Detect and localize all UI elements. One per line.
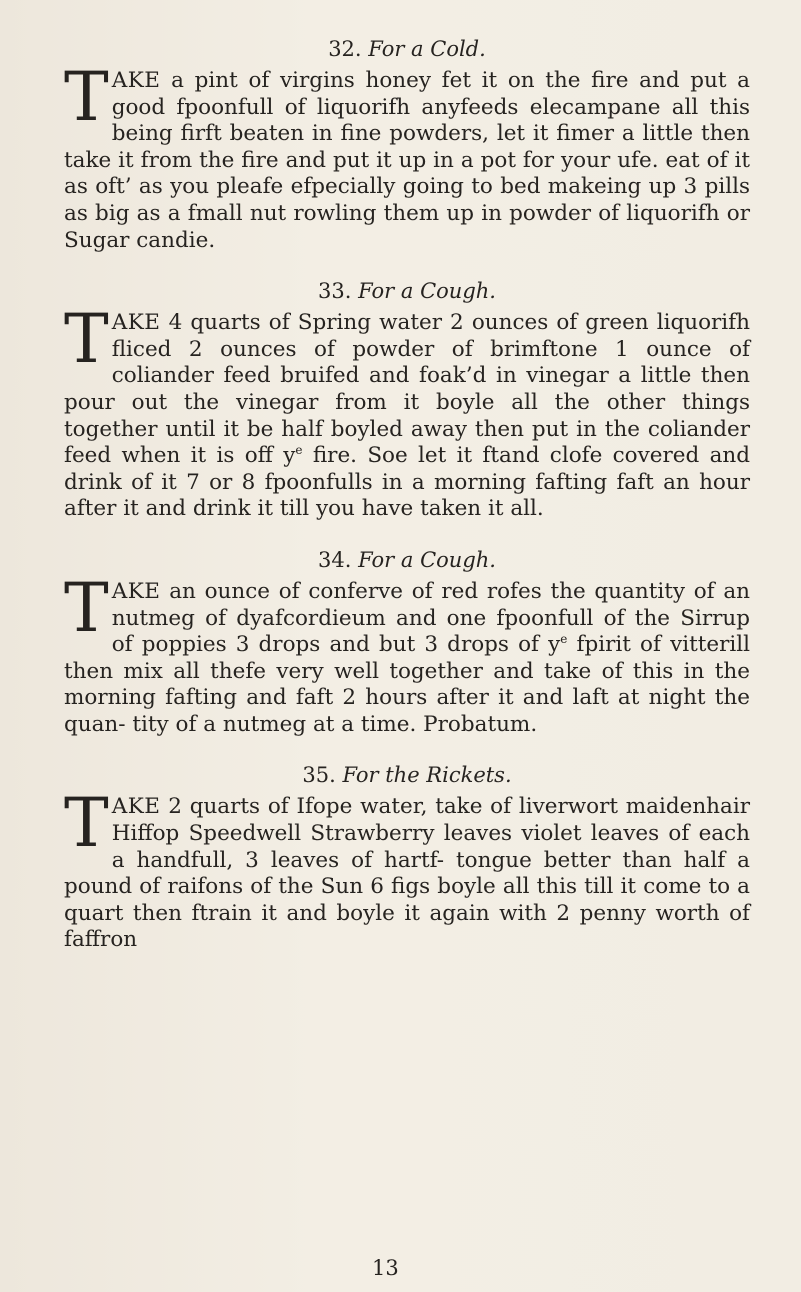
recipe-body: [64, 300, 751, 523]
recipe-number: 34.: [318, 547, 352, 572]
recipe-heading: [64, 545, 750, 575]
superscript: e: [295, 442, 303, 457]
recipe-number: 33.: [318, 279, 352, 304]
text-column: [64, 34, 750, 976]
drop-cap: T: [64, 58, 109, 136]
recipe-text: an ounce of conferve of red rofes the quantity of an nutmeg of dyafcordieum and one fpoonfull of the Sirrup of poppies 3 drops and but 3 drops of y: [111, 578, 750, 658]
lead-word: AKE: [111, 68, 161, 93]
recipe-body: [64, 784, 750, 954]
recipe-body: [64, 58, 750, 254]
drop-cap: T: [64, 300, 109, 379]
lead-word: AKE: [111, 794, 161, 820]
drop-cap: T: [64, 784, 109, 863]
recipe-text-continued: fpirit of vitterill then mix all thefe very well together and take of this in the morning fafting and faft 2 hours after it and laft at night the quan- tity of a nutmeg at a time. Probatum.: [64, 632, 751, 737]
recipe-heading: [64, 276, 750, 306]
recipe-heading: [64, 760, 750, 790]
recipe-title: For a Cough.: [358, 547, 496, 572]
recipe-text: a pint of virgins honey fet it on the fire and put a good fpoonfull of liquorifh anyfeeds elecampane all this being firft beaten in fine powders, let it fimer a little then take it from the fire and put it up in a pot for your ufe. eat of it as oft’ as you pleafe efpecially going to bed makeing up 3 pills as big as a fmall nut rowling them up in powder of liquorifh or Sugar candie.: [64, 68, 750, 253]
recipe-text: 2 quarts of Ifope water, take of liverwort maidenhair Hiffop Speedwell Strawberry leaves violet leaves of each a handfull, 3 leaves of hartf- tongue better than half a pound of raifons of the Sun 6 figs boyle all this till it come to a quart then ftrain it and boyle it again with 2 penny worth of faffron: [64, 794, 750, 953]
recipe-title: For the Rickets.: [342, 763, 512, 788]
signature-mark: 13: [372, 1256, 399, 1280]
lead-word: AKE: [111, 310, 161, 336]
drop-cap: T: [64, 568, 109, 647]
lead-word: AKE: [111, 578, 161, 604]
superscript: e: [560, 631, 568, 646]
recipe-text-continued: fire. Soe let it ftand clofe covered and drink of it 7 or 8 fpoonfulls in a morning fafting faft an hour after it and drink it till you have taken it all.: [64, 443, 751, 522]
recipe-heading: [64, 34, 750, 64]
recipe-text: 4 quarts of Spring water 2 ounces of green liquorifh fliced 2 ounces of powder of brimftone 1 ounce of coliander feed bruifed and foak’d in vinegar a little then pour out the vinegar from it boyle all the other things together until it be half boyled away then put in the coliander feed when it is off y: [64, 310, 750, 469]
recipe-body: [64, 568, 751, 739]
recipe-number: 35.: [302, 763, 336, 788]
recipe-number: 32.: [328, 37, 362, 61]
recipe-title: For a Cold.: [368, 37, 486, 61]
recipe-title: For a Cough.: [358, 279, 496, 304]
